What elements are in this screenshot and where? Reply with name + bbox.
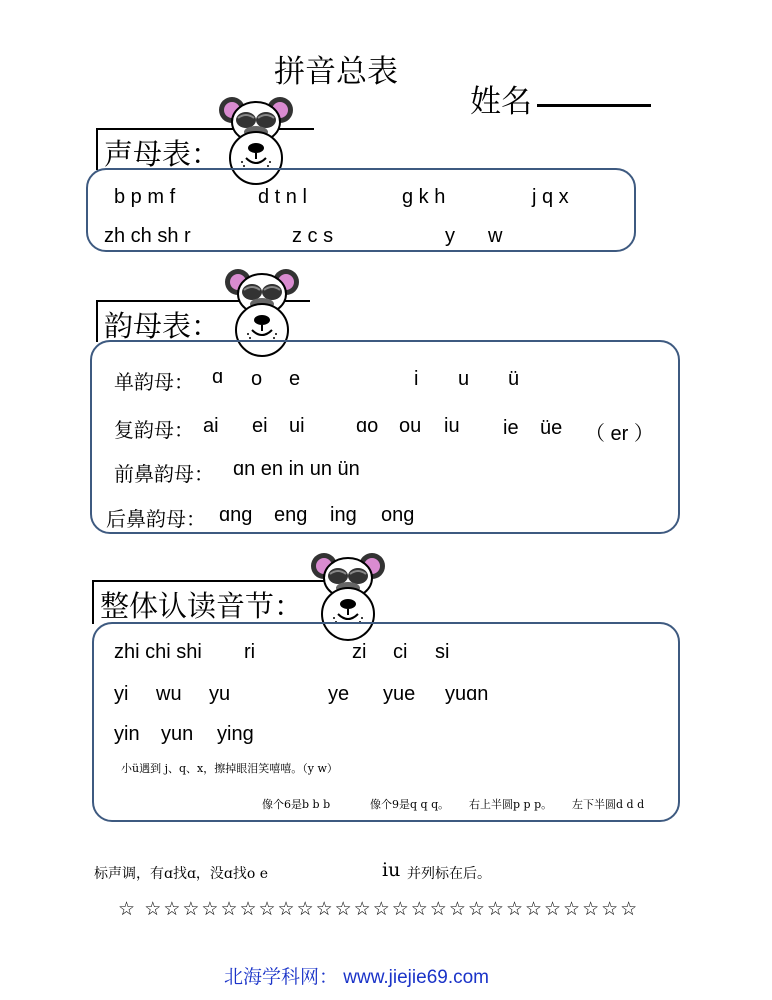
syllable-item: yue (383, 683, 416, 705)
syllable-item: wu (156, 683, 182, 705)
syllable-item: yu (209, 683, 231, 705)
page-title: 拼音总表 (274, 54, 398, 89)
initials-group: b p m f (114, 186, 176, 208)
syllable-item: ye (328, 683, 350, 705)
shape-tip: 右上半圆p p p。 (469, 798, 553, 811)
syllable-item: yuɑn (445, 683, 489, 705)
u-umlaut-tip: 小ü遇到 j、q、x，擦掉眼泪笑嘻嘻。（y w） (121, 762, 338, 775)
syllable-item: ci (393, 641, 408, 663)
syllable-item: zi (352, 641, 367, 663)
shape-tip: 左下半圆d d d (572, 798, 645, 811)
whole-syllables-heading: 整体认读音节： (92, 580, 356, 624)
final-item: i (414, 368, 419, 390)
syllable-item: zhi chi shi (114, 641, 202, 663)
stars-divider: ☆ ☆☆☆☆☆☆☆☆☆☆☆☆☆☆☆☆☆☆☆☆☆☆☆☆☆☆ (118, 899, 640, 920)
final-item: ɑn en in un ün (233, 458, 360, 480)
initials-group: d t n l (258, 186, 307, 208)
tone-rule-iu: iu (382, 859, 401, 881)
syllable-item: yin (114, 723, 140, 745)
tone-rule-text: 标声调，有ɑ找ɑ，没ɑ找o e (94, 866, 269, 882)
initials-group: zh ch sh r (104, 225, 191, 247)
syllable-item: yi (114, 683, 129, 705)
syllable-item: ri (244, 641, 256, 663)
final-item: u (458, 368, 470, 390)
final-item: ɑ (212, 366, 224, 388)
finals-heading: 韵母表： (96, 300, 310, 342)
shape-tip: 像个9是q q q。 (370, 798, 450, 811)
tone-rule-text: 并列标在后。 (407, 866, 491, 882)
final-item: （ er ） (585, 423, 654, 445)
syllable-item: ying (217, 723, 254, 745)
compound-finals-label: 复韵母： (114, 420, 194, 442)
final-item: ong (381, 504, 415, 526)
final-item: ing (330, 504, 357, 526)
syllable-item: si (435, 641, 450, 663)
final-item: ui (289, 415, 305, 437)
final-item: o (251, 368, 263, 390)
final-item: ɑng (219, 504, 253, 526)
back-nasal-label: 后鼻韵母： (106, 509, 206, 531)
shape-tip: 像个6是b b b (262, 798, 331, 811)
footer-watermark: 北海学科网： www.jiejie69.com (224, 967, 489, 988)
initials-group: j q x (532, 186, 569, 208)
final-item: ou (399, 415, 422, 437)
initials-group: g k h (402, 186, 446, 208)
initials-group: w (488, 225, 503, 247)
final-item: ai (203, 415, 219, 437)
initials-group: z c s (292, 225, 334, 247)
final-item: ɑo (356, 415, 379, 437)
final-item: ei (252, 415, 268, 437)
final-item: üe (540, 417, 563, 439)
final-item: iu (444, 415, 460, 437)
initials-heading: 声母表： (96, 128, 314, 170)
initials-group: y (445, 225, 455, 247)
final-item: e (289, 368, 301, 390)
final-item: ie (503, 417, 519, 439)
syllable-item: yun (161, 723, 194, 745)
final-item: ü (508, 368, 520, 390)
name-blank-line (537, 104, 651, 107)
simple-finals-label: 单韵母： (114, 372, 194, 394)
final-item: eng (274, 504, 308, 526)
front-nasal-label: 前鼻韵母： (114, 464, 214, 486)
name-label: 姓名 (470, 84, 532, 119)
